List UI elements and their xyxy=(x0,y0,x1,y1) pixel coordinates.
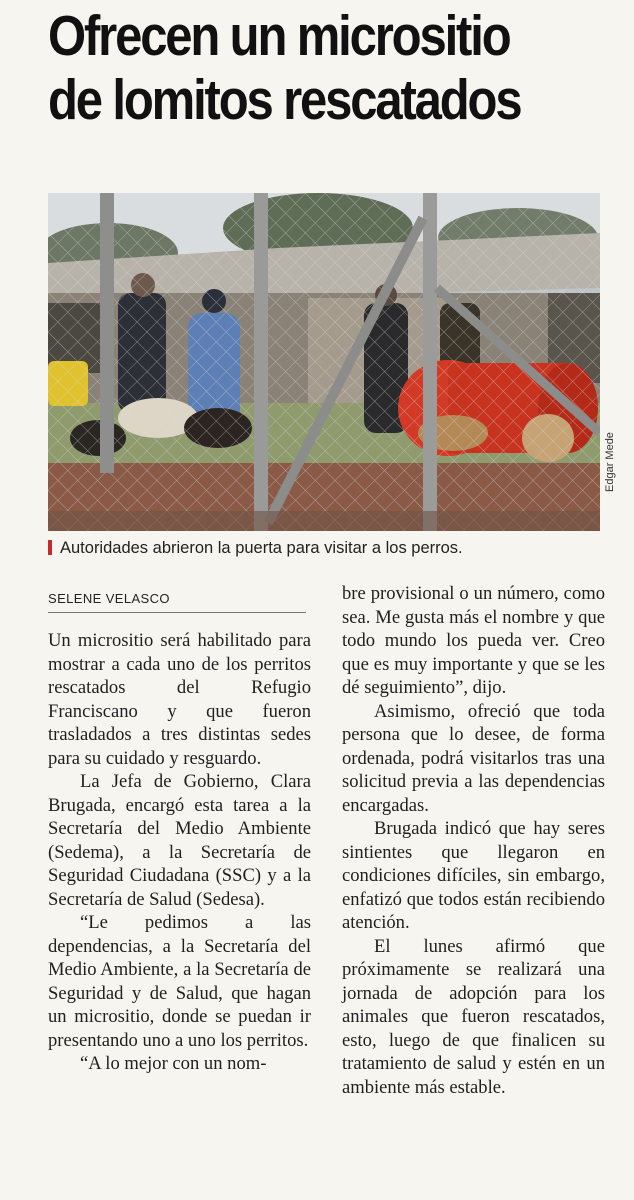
article-photo xyxy=(48,193,600,531)
paragraph: Brugada indicó que hay seres sintientes que llegaron en condiciones difíciles, sin embargo, enfatizó que todos están recibiendo atención. xyxy=(342,818,605,933)
byline: SELENE VELASCO xyxy=(48,591,306,613)
photo-credit: Edgar Mede xyxy=(604,432,616,492)
paragraph: “Le pedimos a las dependencias, a la Secretaría del Medio Ambiente, a la Secretaría de Seguridad y de Salud, que hagan un micrositio, donde se puedan ir presentando uno a uno los perritos. xyxy=(48,912,311,1051)
caption-accent-bar xyxy=(48,540,52,555)
headline xyxy=(48,4,547,132)
paragraph: La Jefa de Gobierno, Clara Brugada, encargó esta tarea a la Secretaría del Medio Ambiente (Sedema), a la Secretaría de Seguridad Ciudadana (SSC) y a la Secretaría de Salud (Sedesa). xyxy=(48,771,311,910)
photo-caption xyxy=(48,539,618,558)
caption-text: Autoridades abrieron la puerta para visitar a los perros. xyxy=(60,539,463,557)
article-column-1 xyxy=(48,629,311,1076)
paragraph: “A lo mejor con un nom- xyxy=(80,1053,267,1074)
paragraph: Un micrositio será habilitado para mostrar a cada uno de los perritos rescatados del Refugio Franciscano y que fueron trasladados a tres distintas sedes para su cuidado y resguardo. xyxy=(48,630,311,769)
paragraph: bre provisional o un número, como sea. Me gusta más el nombre y que todo mundo los pueda ver. Creo que es muy importante y que se les dé seguimiento”, dijo. xyxy=(342,583,605,698)
headline-line-1: Ofrecen un micrositio xyxy=(48,4,510,68)
paragraph: El lunes afirmó que próximamente se realizará una jornada de adopción para los animales que fueron rescatados, esto, luego de que finalicen su tratamiento de salud y estén en un ambiente más estable. xyxy=(342,935,605,1098)
headline-line-2: de lomitos rescatados xyxy=(48,68,521,132)
article-column-2 xyxy=(342,582,605,1099)
paragraph: Asimismo, ofreció que toda persona que lo desee, de forma ordenada, podrá visitarlos tras una solicitud previa a las dependencias encargadas. xyxy=(342,700,605,816)
